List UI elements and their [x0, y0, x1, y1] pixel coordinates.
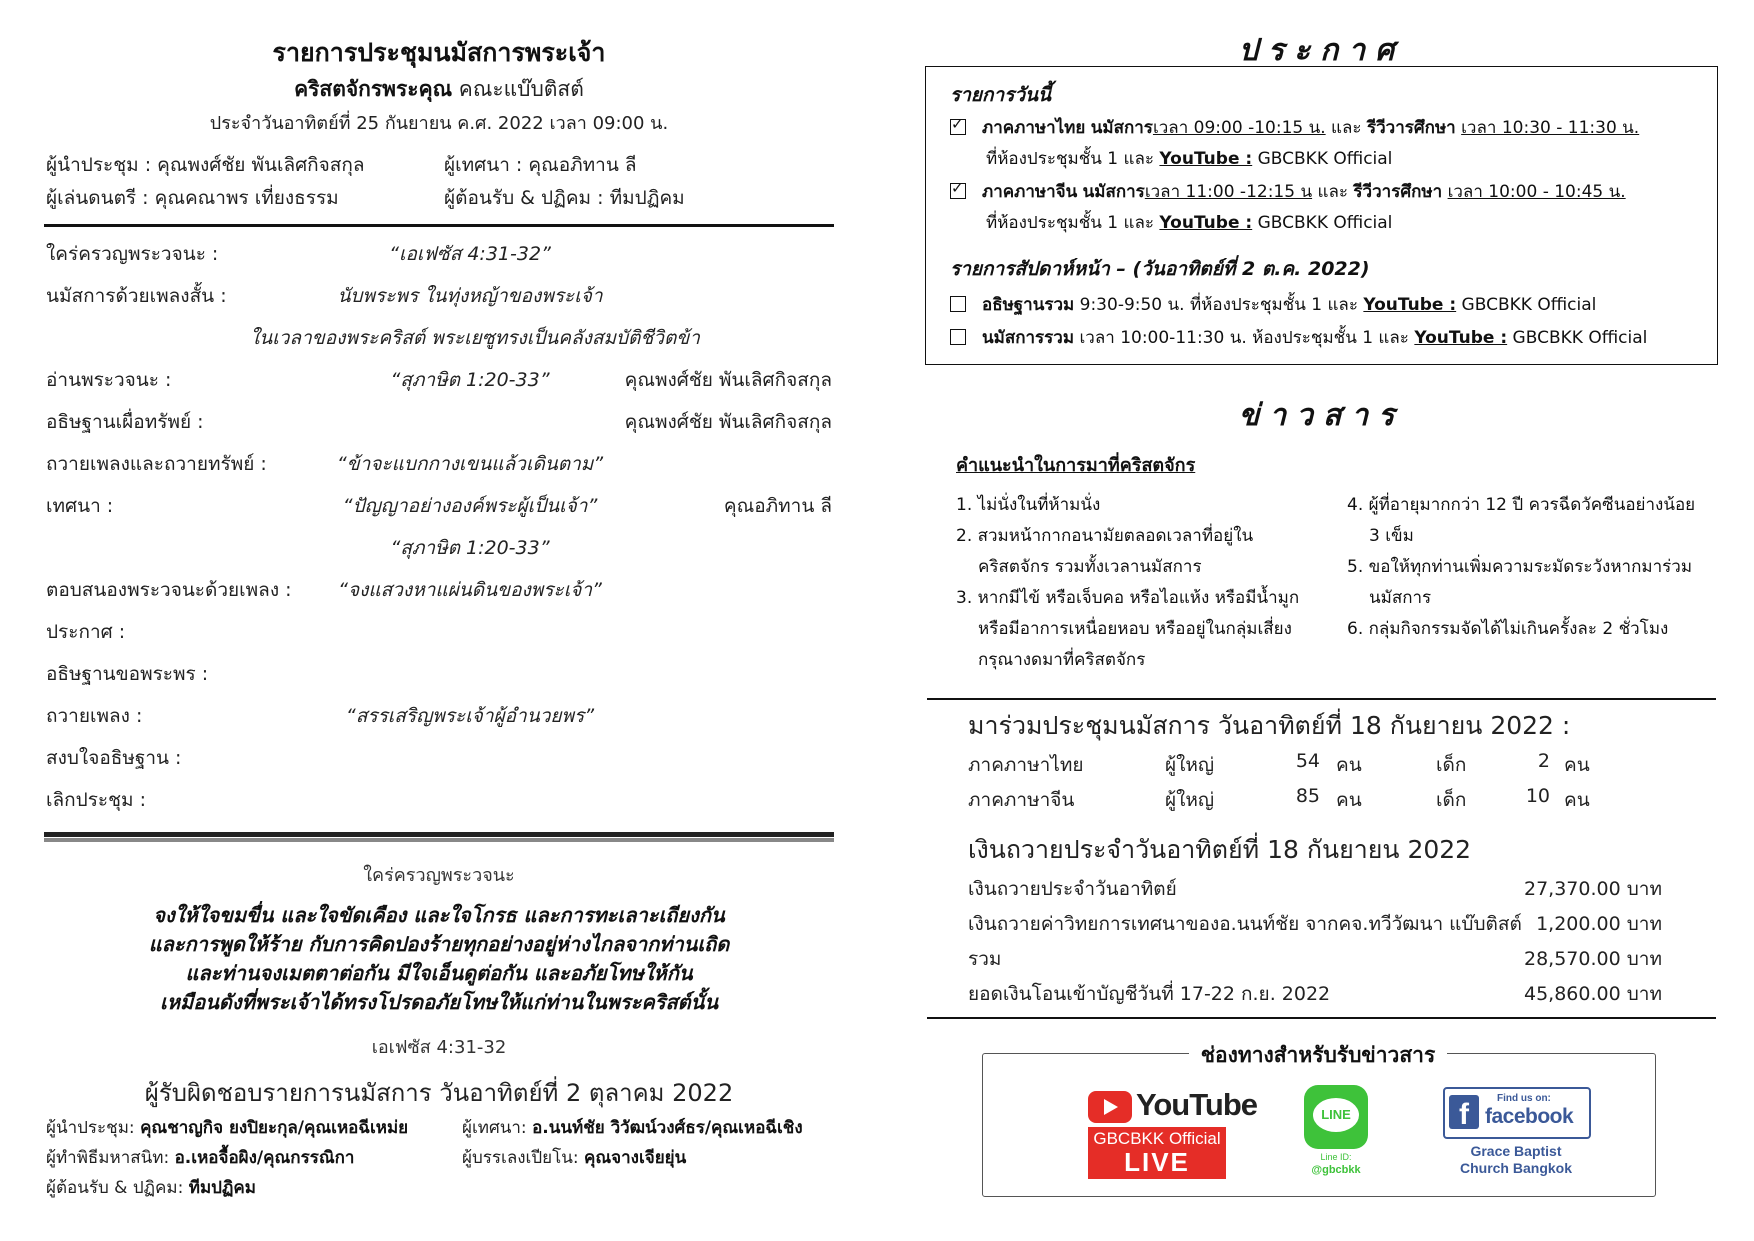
divider-thick	[44, 832, 834, 837]
duty-communion	[46, 1144, 354, 1171]
order-detail: ในเวลาของพระคริสต์ พระเยซูทรงเป็นคลังสมบัติชีวิตข้า	[250, 327, 700, 349]
child-count: 2	[1537, 750, 1550, 772]
news-item: 4. ผู้ที่อายุมากกว่า 12 ปี ควรฉีดวัคซีนอย่างน้อย	[1347, 495, 1696, 515]
facebook-name: Church Bangkok	[1459, 1160, 1572, 1176]
order-item: นมัสการด้วยเพลงสั้น :	[46, 285, 227, 307]
role-usher	[444, 183, 685, 213]
checkbox-icon	[950, 296, 966, 312]
announce-heading: ประกาศ	[1238, 33, 1405, 68]
duty-value: คุณชาญกิจ ยงปิยะกุล/คุณเหอฉีเหม่ย	[140, 1118, 409, 1138]
checkbox-checked-icon	[950, 183, 966, 199]
news-item: 6. กลุ่มกิจกรรมจัดได้ไม่เกินครั้งละ 2 ชั่วโมง	[1347, 619, 1669, 639]
offering-label: รวม	[968, 948, 1002, 970]
duty-leader	[46, 1114, 408, 1141]
order-detail: “สุภาษิต 1:20-33”	[390, 369, 550, 391]
verse-reference: เอเฟซัส 4:31-32	[371, 1037, 507, 1058]
order-detail: “สุภาษิต 1:20-33”	[390, 537, 550, 559]
adult-label: ผู้ใหญ่	[1165, 789, 1215, 811]
service-title: รายการประชุมนมัสการพระเจ้า	[272, 38, 606, 67]
next-week-label: รายการสัปดาห์หน้า – (วันอาทิตย์ที่ 2 ต.ค. 2022)	[950, 258, 1370, 280]
news-item: 1. ไม่นั่งในที่ห้ามนั่ง	[956, 495, 1101, 515]
role-value: ทีมปฏิคม	[609, 187, 685, 209]
child-label: เด็ก	[1436, 789, 1467, 811]
line-id-label: Line ID:	[1320, 1152, 1352, 1162]
facebook-name: Grace Baptist	[1470, 1143, 1562, 1159]
offering-amount: 1,200.00 บาท	[1536, 913, 1662, 935]
youtube-label: YouTube :	[1159, 149, 1253, 169]
offering-amount: 45,860.00 บาท	[1524, 983, 1662, 1005]
news-item-cont: กรุณางดมาที่คริสตจักร	[978, 650, 1146, 670]
verse-line: เหมือนดังที่พระเจ้าได้ทรงโปรดอภัยโทษให้แก่ท่านในพระคริสต์นั้น	[159, 990, 718, 1014]
duty-value: คุณจางเจียยุ่น	[584, 1148, 687, 1168]
order-item: ถวายเพลง :	[46, 705, 143, 727]
order-item: ประกาศ :	[46, 621, 126, 643]
line-id: @gbcbkk	[1311, 1164, 1361, 1176]
role-label: ผู้เทศนา :	[444, 154, 529, 176]
role-label: ผู้นำประชุม :	[46, 154, 158, 176]
worship-time: เวลา 11:00 -12:15 น	[1144, 182, 1313, 202]
duty-value: อ.เหอจื้อผิง/คุณกรรณิกา	[174, 1148, 355, 1168]
order-item: เลิกประชุม :	[46, 789, 146, 811]
order-item: ถวายเพลงและถวายทรัพย์ :	[46, 453, 267, 475]
order-person: คุณอภิทาน ลี	[723, 495, 832, 517]
today-label: รายการวันนี้	[950, 84, 1052, 106]
offering-amount: 27,370.00 บาท	[1524, 878, 1662, 900]
place-text: ที่ห้องประชุมชั้น 1 และ	[986, 213, 1160, 233]
youtube-live: LIVE	[1124, 1147, 1190, 1177]
news-item-cont: คริสตจักร รวมทั้งเวลานมัสการ	[978, 557, 1202, 577]
duty-value: อ.นนท์ชัย วิวัฒน์วงศ์ธร/คุณเหอฉีเชิง	[532, 1118, 803, 1138]
study-label: รีวีวารศึกษา	[1353, 182, 1443, 202]
divider	[927, 1017, 1716, 1019]
unit-label: คน	[1336, 754, 1362, 776]
order-detail: นับพระพร ในทุ่งหญ้าของพระเจ้า	[337, 285, 603, 307]
order-item: อธิษฐานเผื่อทรัพย์ :	[46, 411, 204, 433]
adult-count: 54	[1295, 750, 1320, 772]
channel-name: GBCBKK Official	[1456, 295, 1597, 315]
youtube-channel: GBCBKK Official	[1093, 1129, 1221, 1148]
study-time: เวลา 10:30 - 11:30 น.	[1461, 118, 1640, 138]
order-item: เทศนา :	[46, 495, 114, 517]
youtube-logo[interactable]	[1088, 1087, 1257, 1179]
order-item: อ่านพระวจนะ :	[46, 369, 172, 391]
unit-label: คน	[1564, 789, 1590, 811]
lang-label: ภาคภาษาไทย	[982, 118, 1086, 138]
youtube-word: YouTube	[1136, 1087, 1257, 1122]
divider	[927, 698, 1716, 700]
channel-name: GBCBKK Official	[1507, 328, 1648, 348]
order-person: คุณพงศ์ชัย พันเลิศกิจสกุล	[624, 369, 832, 391]
verse-line: และการพูดให้ร้าย กับการคิดปองร้ายทุกอย่างอยู่ห่างไกลจากท่านเถิด	[148, 932, 730, 956]
order-detail: “ข้าจะแบกกางเขนแล้วเดินตาม”	[336, 453, 604, 475]
youtube-label: YouTube :	[1414, 328, 1508, 348]
role-musician	[46, 183, 339, 213]
next-item-prayer	[950, 291, 1596, 318]
attendance-group: ภาคภาษาจีน	[968, 789, 1075, 811]
order-detail: “เอเฟซัส 4:31-32”	[389, 243, 551, 265]
worship-label: นมัสการ	[1082, 182, 1145, 202]
verse-line: จงให้ใจขมขื่น และใจขัดเคือง และใจโกรธ และการทะเลาะเถียงกัน	[153, 903, 725, 927]
news-subheading: คำแนะนำในการมาที่คริสตจักร	[956, 455, 1196, 476]
checkbox-icon	[950, 329, 966, 345]
role-leader	[46, 150, 365, 180]
facebook-word: facebook	[1485, 1105, 1574, 1128]
channel-name: GBCBKK Official	[1252, 213, 1393, 233]
service-date: ประจำวันอาทิตย์ที่ 25 กันยายน ค.ศ. 2022 เวลา 09:00 น.	[209, 113, 669, 134]
divider-shadow	[44, 838, 834, 842]
next-title: อธิษฐานรวม	[982, 295, 1075, 315]
duty-label: ผู้บรรเลงเปียโน:	[462, 1148, 584, 1168]
adult-count: 85	[1295, 785, 1320, 807]
role-label: ผู้ต้อนรับ & ปฏิคม :	[444, 187, 610, 209]
offering-label: เงินถวายประจำวันอาทิตย์	[968, 878, 1177, 900]
youtube-label: YouTube :	[1159, 213, 1253, 233]
offering-label: เงินถวายค่าวิทยการเทศนาของอ.นนท์ชัย จากคจ.ทวีวัฒนา แบ๊บติสต์	[968, 913, 1522, 935]
role-value: คุณคณาพร เที่ยงธรรม	[154, 187, 339, 209]
duty-label: ผู้ทำพิธีมหาสนิท:	[46, 1148, 175, 1168]
today-item-chinese	[950, 178, 1626, 205]
role-preacher	[444, 150, 637, 180]
study-time: เวลา 10:00 - 10:45 น.	[1447, 182, 1626, 202]
next-item-worship	[950, 324, 1647, 351]
offering-amount: 28,570.00 บาท	[1524, 948, 1662, 970]
next-rest: 9:30-9:50 น. ที่ห้องประชุมชั้น 1 และ	[1074, 295, 1364, 315]
facebook-badge	[1443, 1087, 1591, 1139]
news-item: 2. สวมหน้ากากอนามัยตลอดเวลาที่อยู่ใน	[956, 526, 1254, 546]
order-detail: “ปัญญาอย่างองค์พระผู้เป็นเจ้า”	[342, 495, 598, 517]
worship-time: เวลา 09:00 -10:15 น.	[1152, 118, 1326, 138]
lang-label: ภาคภาษาจีน	[982, 182, 1078, 202]
offering-label: ยอดเงินโอนเข้าบัญชีวันที่ 17-22 ก.ย. 2022	[968, 983, 1331, 1005]
channels-title-wrap	[982, 1039, 1654, 1072]
church-name	[44, 73, 834, 106]
order-item: อธิษฐานขอพระพร :	[46, 663, 209, 685]
responsibility-title: ผู้รับผิดชอบรายการนมัสการ วันอาทิตย์ที่ 2 ตุลาคม 2022	[144, 1079, 734, 1107]
role-value: คุณพงศ์ชัย พันเลิศกิจสกุล	[157, 154, 365, 176]
duty-label: ผู้นำประชุม:	[46, 1118, 141, 1138]
news-item-cont: หรือมีอาการเหนื่อยหอบ หรืออยู่ในกลุ่มเสี่ยง	[978, 619, 1292, 639]
church-denomination: คณะแบ๊บติสต์	[452, 77, 584, 101]
news-item-cont: 3 เข็ม	[1369, 526, 1414, 546]
role-value: คุณอภิทาน ลี	[528, 154, 637, 176]
and-text: และ	[1325, 118, 1367, 138]
line-logo[interactable]	[1300, 1085, 1372, 1181]
duty-preacher	[462, 1114, 803, 1141]
duty-pianist	[462, 1144, 686, 1171]
offering-title: เงินถวายประจำวันอาทิตย์ที่ 18 กันยายน 2022	[968, 835, 1472, 864]
adult-label: ผู้ใหญ่	[1165, 754, 1215, 776]
channel-name: GBCBKK Official	[1252, 149, 1393, 169]
today-item-chinese-place	[986, 209, 1392, 236]
duty-label: ผู้ต้อนรับ & ปฏิคม:	[46, 1178, 189, 1198]
duty-label: ผู้เทศนา:	[462, 1118, 533, 1138]
order-item: สงบใจอธิษฐาน :	[46, 747, 182, 769]
news-item-cont: นมัสการ	[1369, 588, 1432, 608]
news-item: 5. ขอให้ทุกท่านเพิ่มความระมัดระวังหากมาร่วม	[1347, 557, 1693, 577]
unit-label: คน	[1564, 754, 1590, 776]
today-item-thai	[950, 114, 1639, 141]
news-heading: ข่าวสาร	[1238, 398, 1405, 433]
and-text: และ	[1312, 182, 1354, 202]
youtube-play-icon	[1088, 1091, 1132, 1123]
child-label: เด็ก	[1436, 754, 1467, 776]
youtube-label: YouTube :	[1363, 295, 1457, 315]
channels-title: ช่องทางสำหรับรับข่าวสาร	[1189, 1043, 1448, 1067]
unit-label: คน	[1336, 789, 1362, 811]
verse-heading: ใคร่ครวญพระวจนะ	[363, 865, 515, 886]
study-label: รีวีวารศึกษา	[1366, 118, 1456, 138]
facebook-f-icon: f	[1449, 1095, 1479, 1129]
next-rest: เวลา 10:00-11:30 น. ห้องประชุมชั้น 1 และ	[1074, 328, 1415, 348]
place-text: ที่ห้องประชุมชั้น 1 และ	[986, 149, 1160, 169]
order-item: ใคร่ครวญพระวจนะ :	[46, 243, 219, 265]
church-name-bold: คริสตจักรพระคุณ	[294, 77, 453, 101]
line-icon	[1304, 1085, 1368, 1149]
child-count: 10	[1525, 785, 1550, 807]
next-title: นมัสการรวม	[982, 328, 1075, 348]
youtube-live-banner	[1088, 1127, 1226, 1179]
today-item-thai-place	[986, 145, 1392, 172]
facebook-find: Find us on:	[1497, 1093, 1551, 1104]
duty-usher	[46, 1174, 256, 1201]
role-label: ผู้เล่นดนตรี :	[46, 187, 155, 209]
worship-label: นมัสการ	[1090, 118, 1153, 138]
attendance-title: มาร่วมประชุมนมัสการ วันอาทิตย์ที่ 18 กันยายน 2022 :	[968, 711, 1571, 740]
news-item: 3. หากมีไข้ หรือเจ็บคอ หรือไอแห้ง หรือมีน้ำมูก	[956, 588, 1300, 608]
order-item: ตอบสนองพระวจนะด้วยเพลง :	[46, 579, 292, 601]
order-person: คุณพงศ์ชัย พันเลิศกิจสกุล	[624, 411, 832, 433]
checkbox-checked-icon	[950, 119, 966, 135]
divider	[44, 224, 834, 227]
verse-line: และท่านจงเมตตาต่อกัน มีใจเอ็นดูต่อกัน และอภัยโทษให้กัน	[185, 961, 693, 985]
duty-value: ทีมปฏิคม	[188, 1178, 256, 1198]
attendance-group: ภาคภาษาไทย	[968, 754, 1084, 776]
facebook-logo[interactable]	[1443, 1087, 1591, 1181]
order-detail: “สรรเสริญพระเจ้าผู้อำนวยพร”	[345, 705, 595, 727]
order-detail: “จงแสวงหาแผ่นดินของพระเจ้า”	[338, 579, 602, 601]
line-word: LINE	[1321, 1107, 1351, 1122]
